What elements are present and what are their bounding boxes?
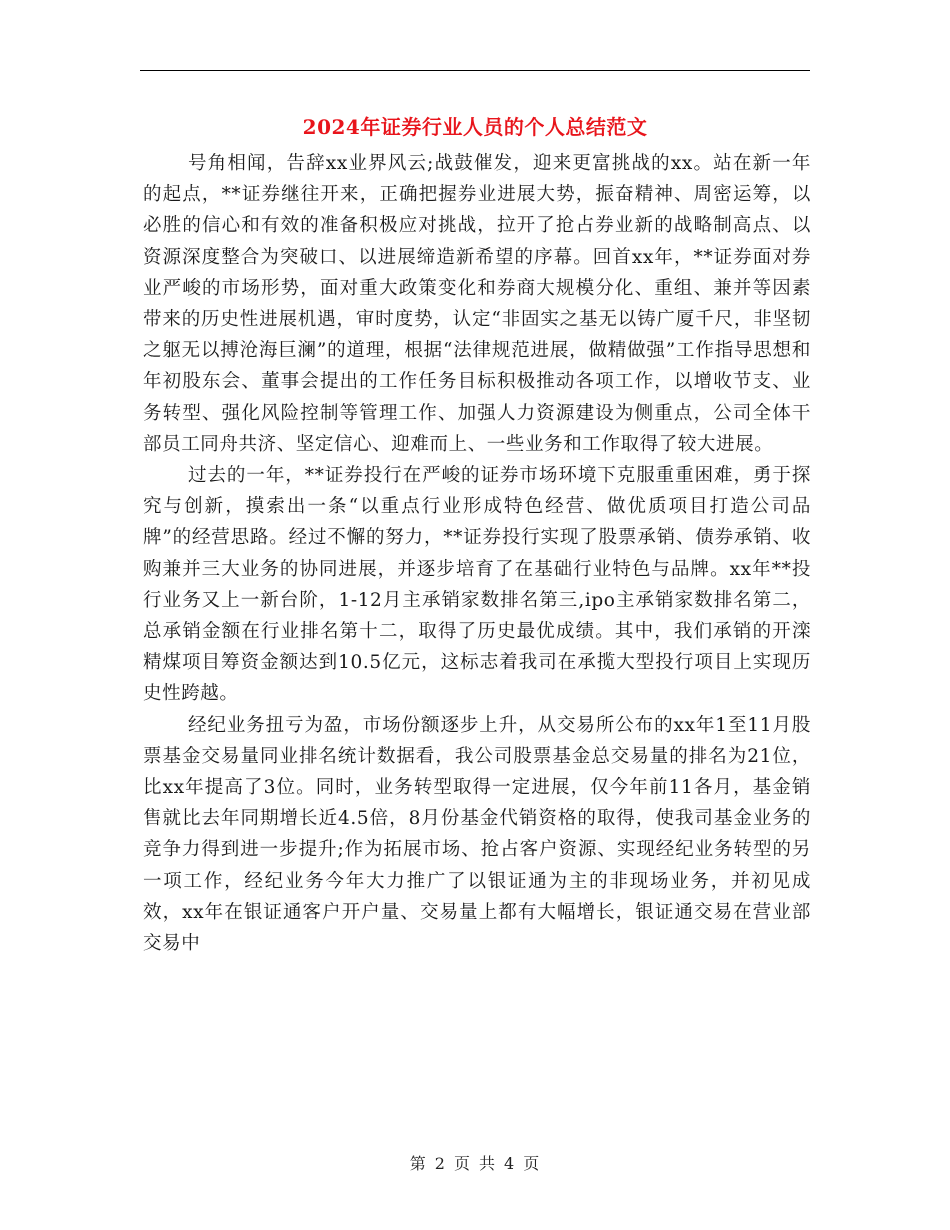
footer-label-unit2: 页 xyxy=(523,1154,541,1173)
paragraph-2: 过去的一年，**证券投行在严峻的证券市场环境下克服重重困难，勇于探究与创新，摸索出一条“以重点行业形成特色经营、做优质项目打造公司品牌”的经营思路。经过不懈的努力，**证券投行实现了股票承销、债券承销、收购兼并三大业务的协同进展，并逐步培育了在基础行业特色与品牌。xx年**投行业务又上一新台阶，1-12月主承销家数排名第三,ipo主承销家数排名第二，总承销金额在行业排名第十二，取得了历史最优成绩。其中，我们承销的开滦精煤项目筹资金额达到10.5亿元，这标志着我司在承揽大型投行项目上实现历史性跨越。 xyxy=(143,465,811,705)
header-rule xyxy=(140,70,810,71)
footer-label-unit: 页 xyxy=(453,1154,471,1173)
footer-label-page: 第 xyxy=(409,1154,427,1173)
footer-current-page: 2 xyxy=(434,1154,446,1173)
footer-total-pages: 4 xyxy=(504,1154,516,1173)
footer-label-total: 共 xyxy=(479,1154,497,1173)
document-body xyxy=(143,148,811,959)
page-footer xyxy=(0,1152,950,1176)
paragraph-1: 号角相闻，告辞xx业界风云;战鼓催发，迎来更富挑战的xx。站在新一年的起点，**证券继往开来，正确把握券业进展大势，振奋精神、周密运筹，以必胜的信心和有效的准备积极应对挑战，拉开了抢占券业新的战略制高点、以资源深度整合为突破口、以进展缔造新希望的序幕。回首xx年，**证券面对券业严峻的市场形势，面对重大政策变化和券商大规模分化、重组、兼并等因素带来的历史性进展机遇，审时度势，认定“非固实之基无以铸广厦千尺，非坚韧之躯无以搏沧海巨澜”的道理，根据“法律规范进展，做精做强”工作指导思想和年初股东会、董事会提出的工作任务目标积极推动各项工作，以增收节支、业务转型、强化风险控制等管理工作、加强人力资源建设为侧重点，公司全体干部员工同舟共济、坚定信心、迎难而上、一些业务和工作取得了较大进展。 xyxy=(143,153,811,455)
paragraph-3: 经纪业务扭亏为盈，市场份额逐步上升，从交易所公布的xx年1至11月股票基金交易量同业排名统计数据看，我公司股票基金总交易量的排名为21位，比xx年提高了3位。同时，业务转型取得一定进展，仅今年前11各月，基金销售就比去年同期增长近4.5倍，8月份基金代销资格的取得，使我司基金业务的竞争力得到进一步提升;作为拓展市场、抢占客户资源、实现经纪业务转型的另一项工作，经纪业务今年大力推广了以银证通为主的非现场业务，并初见成效，xx年在银证通客户开户量、交易量上都有大幅增长，银证通交易在营业部交易中 xyxy=(143,714,811,955)
document-title: 2024年证券行业人员的个人总结范文 xyxy=(302,115,648,139)
